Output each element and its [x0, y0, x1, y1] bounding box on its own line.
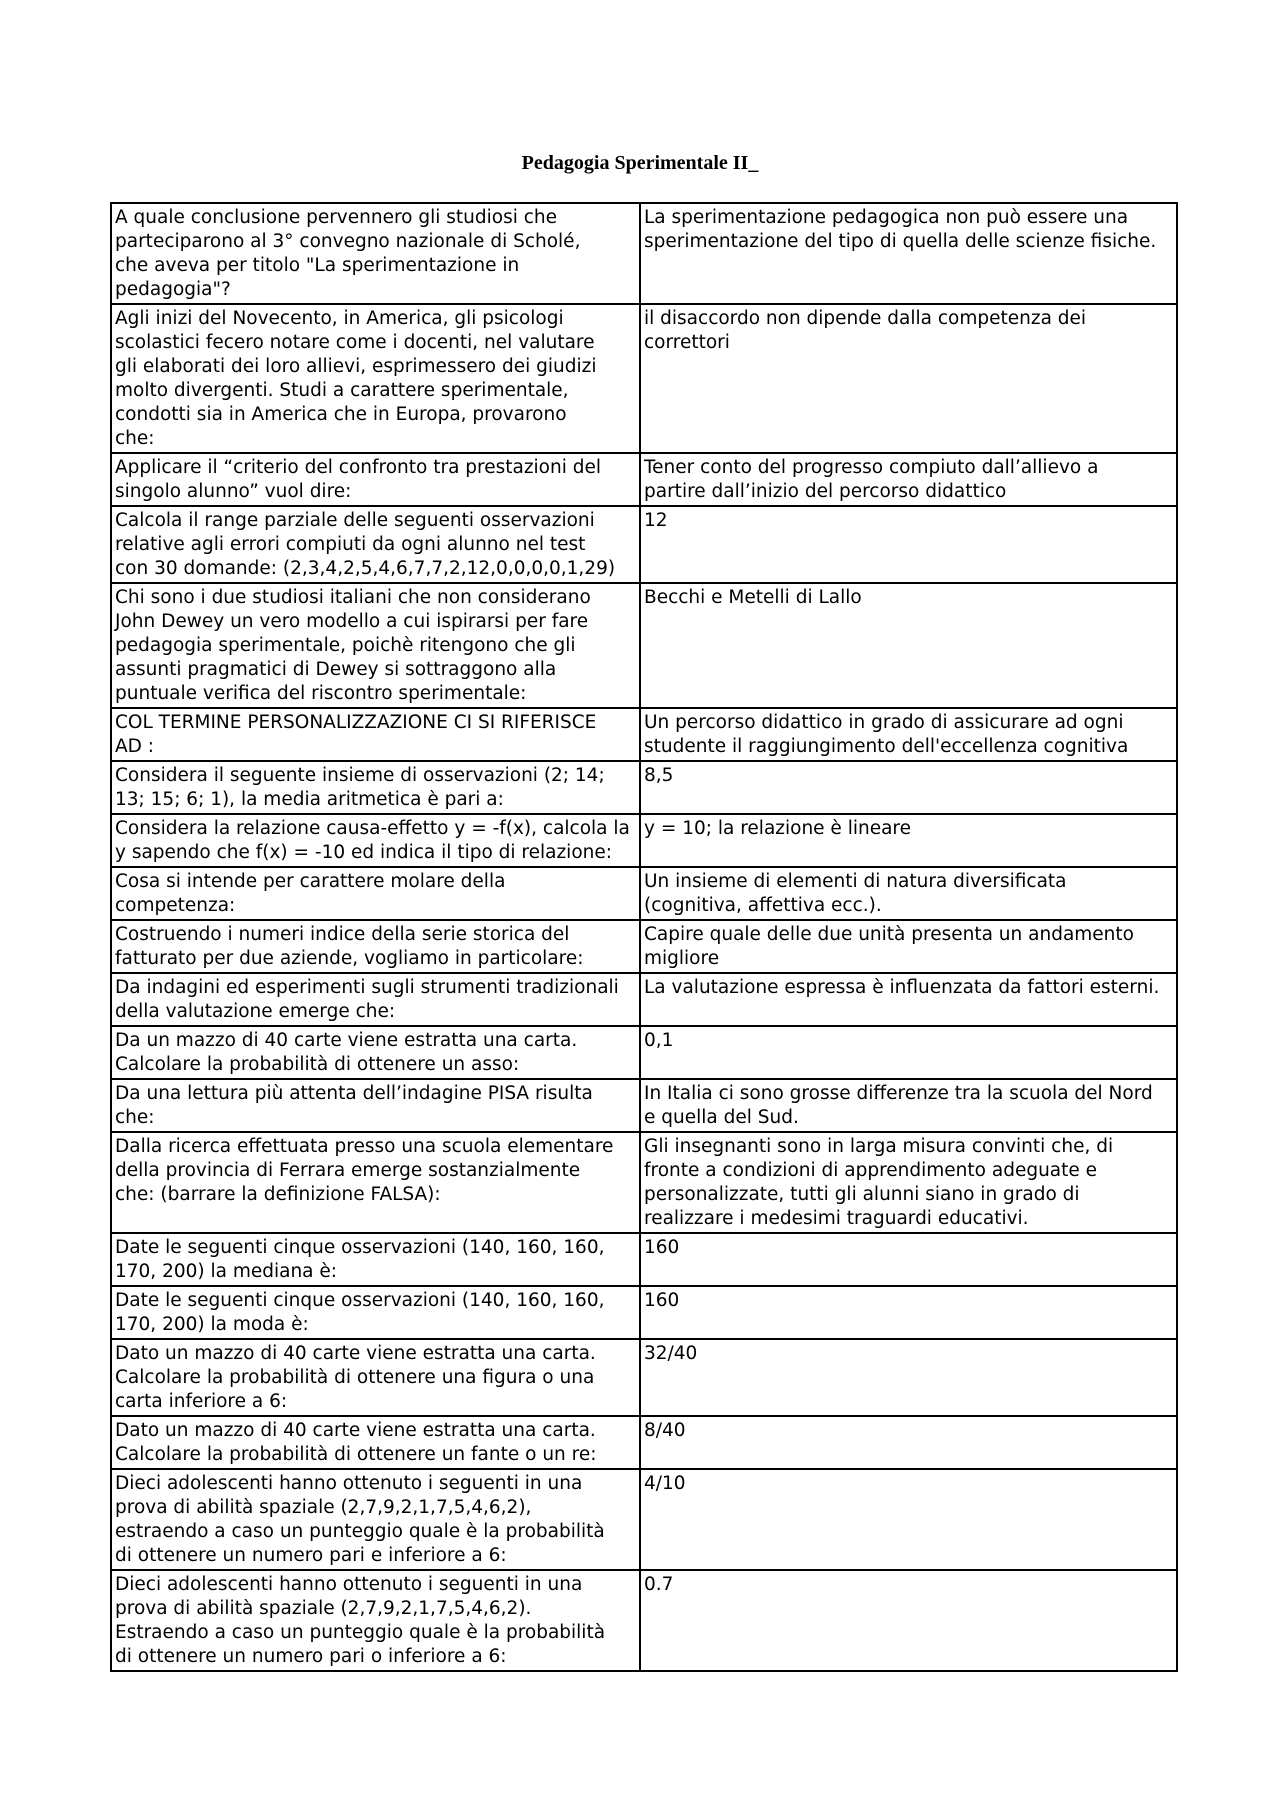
answer-cell: Becchi e Metelli di Lallo: [640, 583, 1177, 708]
answer-cell: La sperimentazione pedagogica non può essere una sperimentazione del tipo di quella delle scienze fisiche.: [640, 203, 1177, 304]
table-row: [111, 761, 1177, 814]
table-row: [111, 814, 1177, 867]
question-cell: Dalla ricerca effettuata presso una scuola elementare della provincia di Ferrara emerge sostanzialmente che: (barrare la definizione FALSA):: [111, 1132, 640, 1233]
answer-cell: 0.7: [640, 1570, 1177, 1671]
answer-cell: Un insieme di elementi di natura diversificata (cognitiva, affettiva ecc.).: [640, 867, 1177, 920]
table-row: [111, 1079, 1177, 1132]
question-cell: Da un mazzo di 40 carte viene estratta una carta. Calcolare la probabilità di ottenere un asso:: [111, 1026, 640, 1079]
table-row: [111, 1286, 1177, 1339]
question-cell: Cosa si intende per carattere molare della competenza:: [111, 867, 640, 920]
table-row: [111, 920, 1177, 973]
question-cell: Agli inizi del Novecento, in America, gli psicologi scolastici fecero notare come i docenti, nel valutare gli elaborati dei loro allievi, esprimessero dei giudizi molto divergenti. Studi a carattere sperimentale, condotti sia in America che in Europa, provarono che:: [111, 304, 640, 453]
question-cell: Da una lettura più attenta dell’indagine PISA risulta che:: [111, 1079, 640, 1132]
table-row: [111, 1469, 1177, 1570]
table-row: [111, 867, 1177, 920]
question-cell: Considera il seguente insieme di osservazioni (2; 14; 13; 15; 6; 1), la media aritmetica è pari a:: [111, 761, 640, 814]
question-cell: Considera la relazione causa-effetto y = -f(x), calcola la y sapendo che f(x) = -10 ed indica il tipo di relazione:: [111, 814, 640, 867]
answer-cell: In Italia ci sono grosse differenze tra la scuola del Nord e quella del Sud.: [640, 1079, 1177, 1132]
question-cell: Dieci adolescenti hanno ottenuto i seguenti in una prova di abilità spaziale (2,7,9,2,1,7,5,4,6,2). Estraendo a caso un punteggio quale è la probabilità di ottenere un numero pari o inferiore a 6:: [111, 1570, 640, 1671]
answer-cell: 4/10: [640, 1469, 1177, 1570]
question-cell: Applicare il “criterio del confronto tra prestazioni del singolo alunno” vuol dire:: [111, 453, 640, 506]
answer-cell: 8/40: [640, 1416, 1177, 1469]
table-row: [111, 973, 1177, 1026]
question-cell: Dato un mazzo di 40 carte viene estratta una carta. Calcolare la probabilità di ottenere un fante o un re:: [111, 1416, 640, 1469]
table-row: [111, 304, 1177, 453]
question-cell: Costruendo i numeri indice della serie storica del fatturato per due aziende, vogliamo in particolare:: [111, 920, 640, 973]
table-row: [111, 1339, 1177, 1416]
table-row: [111, 1132, 1177, 1233]
table-row: [111, 708, 1177, 761]
answer-cell: Un percorso didattico in grado di assicurare ad ogni studente il raggiungimento dell'eccellenza cognitiva: [640, 708, 1177, 761]
answer-cell: 12: [640, 506, 1177, 583]
answer-cell: 160: [640, 1233, 1177, 1286]
table-row: [111, 1570, 1177, 1671]
answer-cell: Capire quale delle due unità presenta un andamento migliore: [640, 920, 1177, 973]
question-cell: Chi sono i due studiosi italiani che non considerano John Dewey un vero modello a cui ispirarsi per fare pedagogia sperimentale, poichè ritengono che gli assunti pragmatici di Dewey si sottraggono alla puntuale verifica del riscontro sperimentale:: [111, 583, 640, 708]
question-cell: Date le seguenti cinque osservazioni (140, 160, 160, 170, 200) la mediana è:: [111, 1233, 640, 1286]
answer-cell: il disaccordo non dipende dalla competenza dei correttori: [640, 304, 1177, 453]
document-title: Pedagogia Sperimentale II_: [521, 152, 759, 174]
table-row: [111, 453, 1177, 506]
answer-cell: 8,5: [640, 761, 1177, 814]
answer-cell: y = 10; la relazione è lineare: [640, 814, 1177, 867]
table-row: [111, 1416, 1177, 1469]
answer-cell: Tener conto del progresso compiuto dall’allievo a partire dall’inizio del percorso didattico: [640, 453, 1177, 506]
answer-cell: 32/40: [640, 1339, 1177, 1416]
table-row: [111, 1233, 1177, 1286]
question-cell: Dieci adolescenti hanno ottenuto i seguenti in una prova di abilità spaziale (2,7,9,2,1,7,5,4,6,2), estraendo a caso un punteggio quale è la probabilità di ottenere un numero pari e inferiore a 6:: [111, 1469, 640, 1570]
table-row: [111, 1026, 1177, 1079]
table-row: [111, 506, 1177, 583]
question-cell: COL TERMINE PERSONALIZZAZIONE CI SI RIFERISCE AD :: [111, 708, 640, 761]
answer-cell: 160: [640, 1286, 1177, 1339]
answer-cell: 0,1: [640, 1026, 1177, 1079]
question-cell: Date le seguenti cinque osservazioni (140, 160, 160, 170, 200) la moda è:: [111, 1286, 640, 1339]
question-cell: Da indagini ed esperimenti sugli strumenti tradizionali della valutazione emerge che:: [111, 973, 640, 1026]
table-row: [111, 203, 1177, 304]
answer-cell: Gli insegnanti sono in larga misura convinti che, di fronte a condizioni di apprendimento adeguate e personalizzate, tutti gli alunni siano in grado di realizzare i medesimi traguardi educativi.: [640, 1132, 1177, 1233]
table-row: [111, 583, 1177, 708]
question-cell: Dato un mazzo di 40 carte viene estratta una carta. Calcolare la probabilità di ottenere una figura o una carta inferiore a 6:: [111, 1339, 640, 1416]
question-cell: A quale conclusione pervennero gli studiosi che parteciparono al 3° convegno nazionale di Scholé, che aveva per titolo "La sperimentazione in pedagogia"?: [111, 203, 640, 304]
answer-cell: La valutazione espressa è influenzata da fattori esterni.: [640, 973, 1177, 1026]
question-cell: Calcola il range parziale delle seguenti osservazioni relative agli errori compiuti da ogni alunno nel test con 30 domande: (2,3,4,2,5,4,6,7,7,2,12,0,0,0,0,1,29): [111, 506, 640, 583]
qa-table: [110, 202, 1178, 1672]
